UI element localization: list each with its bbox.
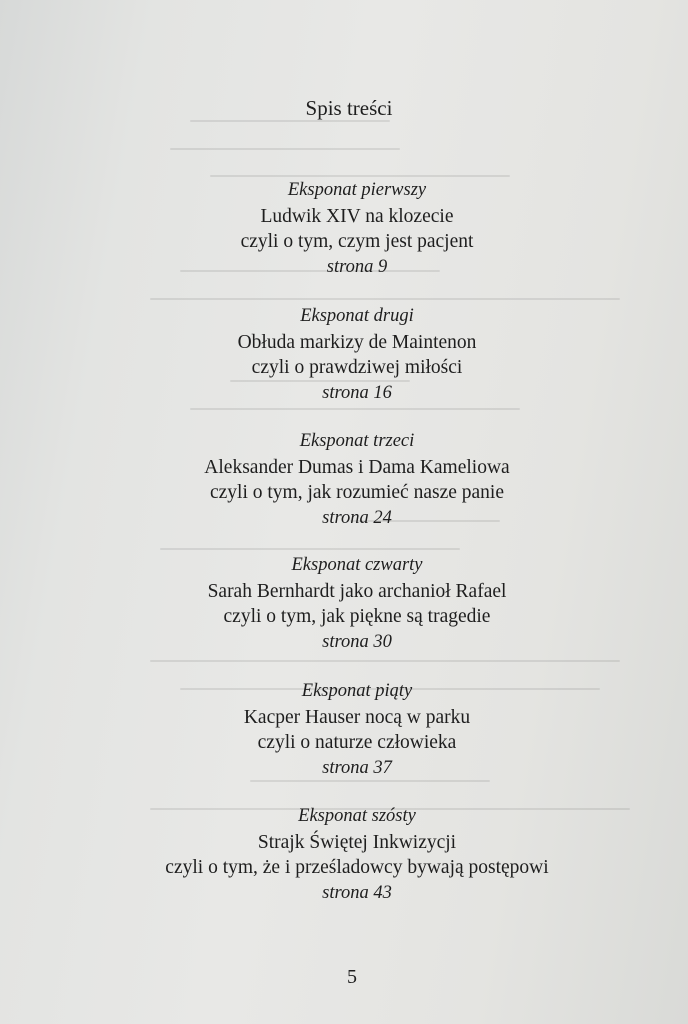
toc-entry — [0, 804, 688, 906]
toc-entry — [0, 178, 688, 280]
toc-entry — [0, 679, 688, 781]
entry-subtitle: czyli o tym, jak rozumieć nasze panie — [209, 482, 504, 503]
entry-page-ref: strona 37 — [322, 757, 392, 778]
entry-label: Eksponat trzeci — [299, 431, 415, 451]
entry-label: Eksponat drugi — [300, 306, 414, 326]
entry-subtitle: czyli o naturze człowieka — [257, 732, 457, 753]
entry-label: Eksponat czwarty — [291, 555, 423, 575]
page-number: 5 — [347, 966, 357, 988]
toc-entry — [0, 304, 688, 406]
entry-title: Aleksander Dumas i Dama Kameliowa — [204, 456, 510, 478]
entry-subtitle: czyli o tym, czym jest pacjent — [240, 231, 474, 252]
entry-label: Eksponat szósty — [298, 806, 416, 826]
entry-title: Kacper Hauser nocą w parku — [243, 706, 471, 728]
entry-label: Eksponat pierwszy — [287, 180, 427, 200]
page-title: Spis treści — [305, 96, 393, 120]
entry-title: Strajk Świętej Inkwizycji — [257, 831, 457, 853]
toc-entry — [0, 553, 688, 655]
entry-page-ref: strona 24 — [322, 507, 392, 528]
entry-title: Obłuda markizy de Maintenon — [237, 331, 477, 353]
entry-label: Eksponat piąty — [301, 681, 413, 701]
entry-page-ref: strona 43 — [322, 882, 392, 903]
entry-subtitle: czyli o prawdziwej miłości — [251, 357, 463, 378]
entry-title: Sarah Bernhardt jako archanioł Rafael — [207, 580, 507, 602]
entry-subtitle: czyli o tym, jak piękne są tragedie — [223, 606, 491, 627]
entry-page-ref: strona 16 — [322, 382, 392, 403]
entry-subtitle: czyli o tym, że i prześladowcy bywają postępowi — [165, 857, 549, 878]
entry-page-ref: strona 9 — [326, 256, 388, 277]
toc-entry — [0, 429, 688, 531]
entry-page-ref: strona 30 — [322, 631, 392, 652]
entry-title: Ludwik XIV na klozecie — [260, 205, 454, 227]
